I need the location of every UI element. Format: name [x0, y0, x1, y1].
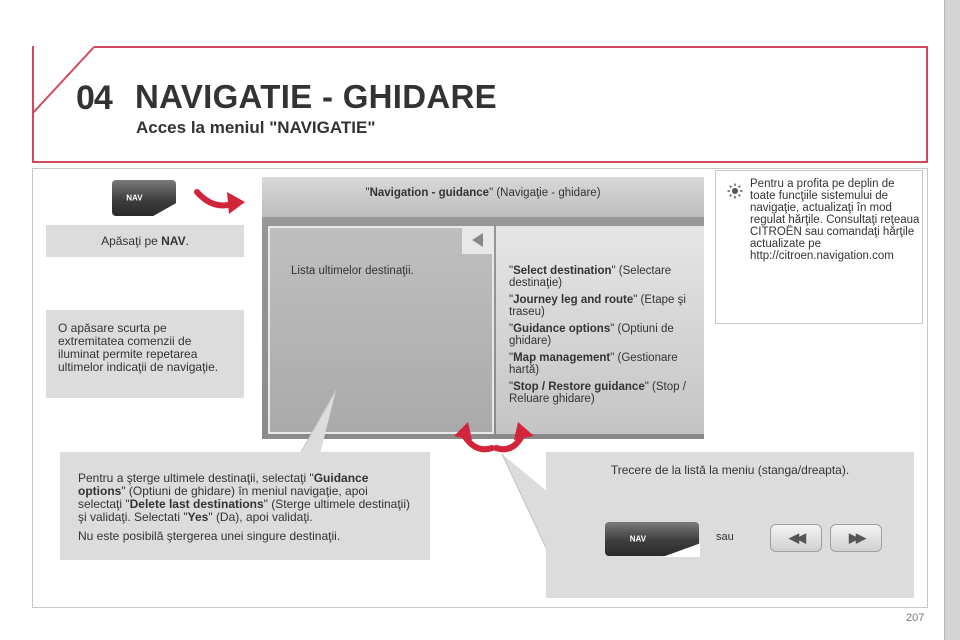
short-press-note: O apăsare scurta pe extremitatea comenzii de iluminat permite repetarea ultimelor indicaţii de navigaţie. — [46, 310, 244, 398]
forward-button — [830, 524, 882, 552]
switch-arrows-icon — [452, 418, 536, 456]
header-top-border — [130, 46, 928, 48]
forward-icon: ▶▶ — [849, 530, 863, 545]
back-button[interactable] — [462, 226, 494, 254]
rewind-icon: ◀◀ — [789, 530, 803, 545]
callout-pointer-right — [500, 452, 550, 552]
menu-item-stop-restore[interactable]: "Stop / Restore guidance" (Stop / Reluare ghidare) — [509, 381, 686, 405]
delete-destinations-note: Pentru a şterge ultimele destinaţii, selectaţi "Guidance options" (Optiuni de ghidare) în meniul navigaţie, apoi selectaţi "Delete last destinations" (Sterge ultimele destinaţii) şi validaţi. Selectati "Yes" (Da), apoi validaţi. Nu este posibilă ştergerea unei singure destinaţii. — [60, 452, 430, 560]
page-number: 207 — [906, 612, 925, 624]
press-nav-key: NAV — [161, 234, 186, 248]
arrow-right-icon — [193, 186, 247, 216]
menu-item-guidance-options[interactable]: "Guidance options" (Optiuni de ghidare) — [509, 323, 674, 347]
callout-pointer-left — [296, 390, 346, 454]
page-edge-strip — [945, 0, 960, 640]
page-title: NAVIGATIE - GHIDARE — [135, 78, 497, 115]
switch-list-menu-note: Trecere de la listă la meniu (stanga/dreapta). — [546, 452, 914, 598]
press-nav-instruction: Apăsaţi pe NAV. — [46, 225, 244, 257]
nav-button-label-bottom: NAV — [629, 534, 647, 544]
nav-button-image — [112, 180, 176, 216]
page-subtitle: Acces la meniul "NAVIGATIE" — [136, 118, 376, 137]
map-update-tip: Pentru a profita pe deplin de toate funcţiile sistemului de navigaţie, actualizaţi în mod regulat hărţile. Consultaţi reţeaua CITROËN sau comandaţi hărţile actualizate pe http://citroen.navigation.com — [750, 178, 920, 262]
nav-button-label: NAV — [126, 193, 143, 203]
sun-icon — [727, 183, 743, 199]
menu-item-select-destination[interactable]: "Select destination" (Selectare destinaţie) — [509, 265, 672, 289]
or-label: sau — [716, 531, 734, 543]
menu-item-journey-leg[interactable]: "Journey leg and route" (Etape şi traseu) — [509, 294, 686, 318]
back-arrow-icon — [472, 233, 483, 247]
chapter-number: 04 — [76, 79, 112, 117]
screen-title-bar: "Navigation - guidance" (Navigaţie - ghidare) — [262, 177, 704, 217]
nav-button-image-bottom — [605, 522, 699, 556]
rewind-button — [770, 524, 822, 552]
menu-item-map-management[interactable]: "Map management" (Gestionare hartă) — [509, 352, 678, 376]
recent-destinations-label: Lista ultimelor destinaţii. — [291, 265, 414, 277]
navigation-menu-list — [509, 265, 699, 410]
